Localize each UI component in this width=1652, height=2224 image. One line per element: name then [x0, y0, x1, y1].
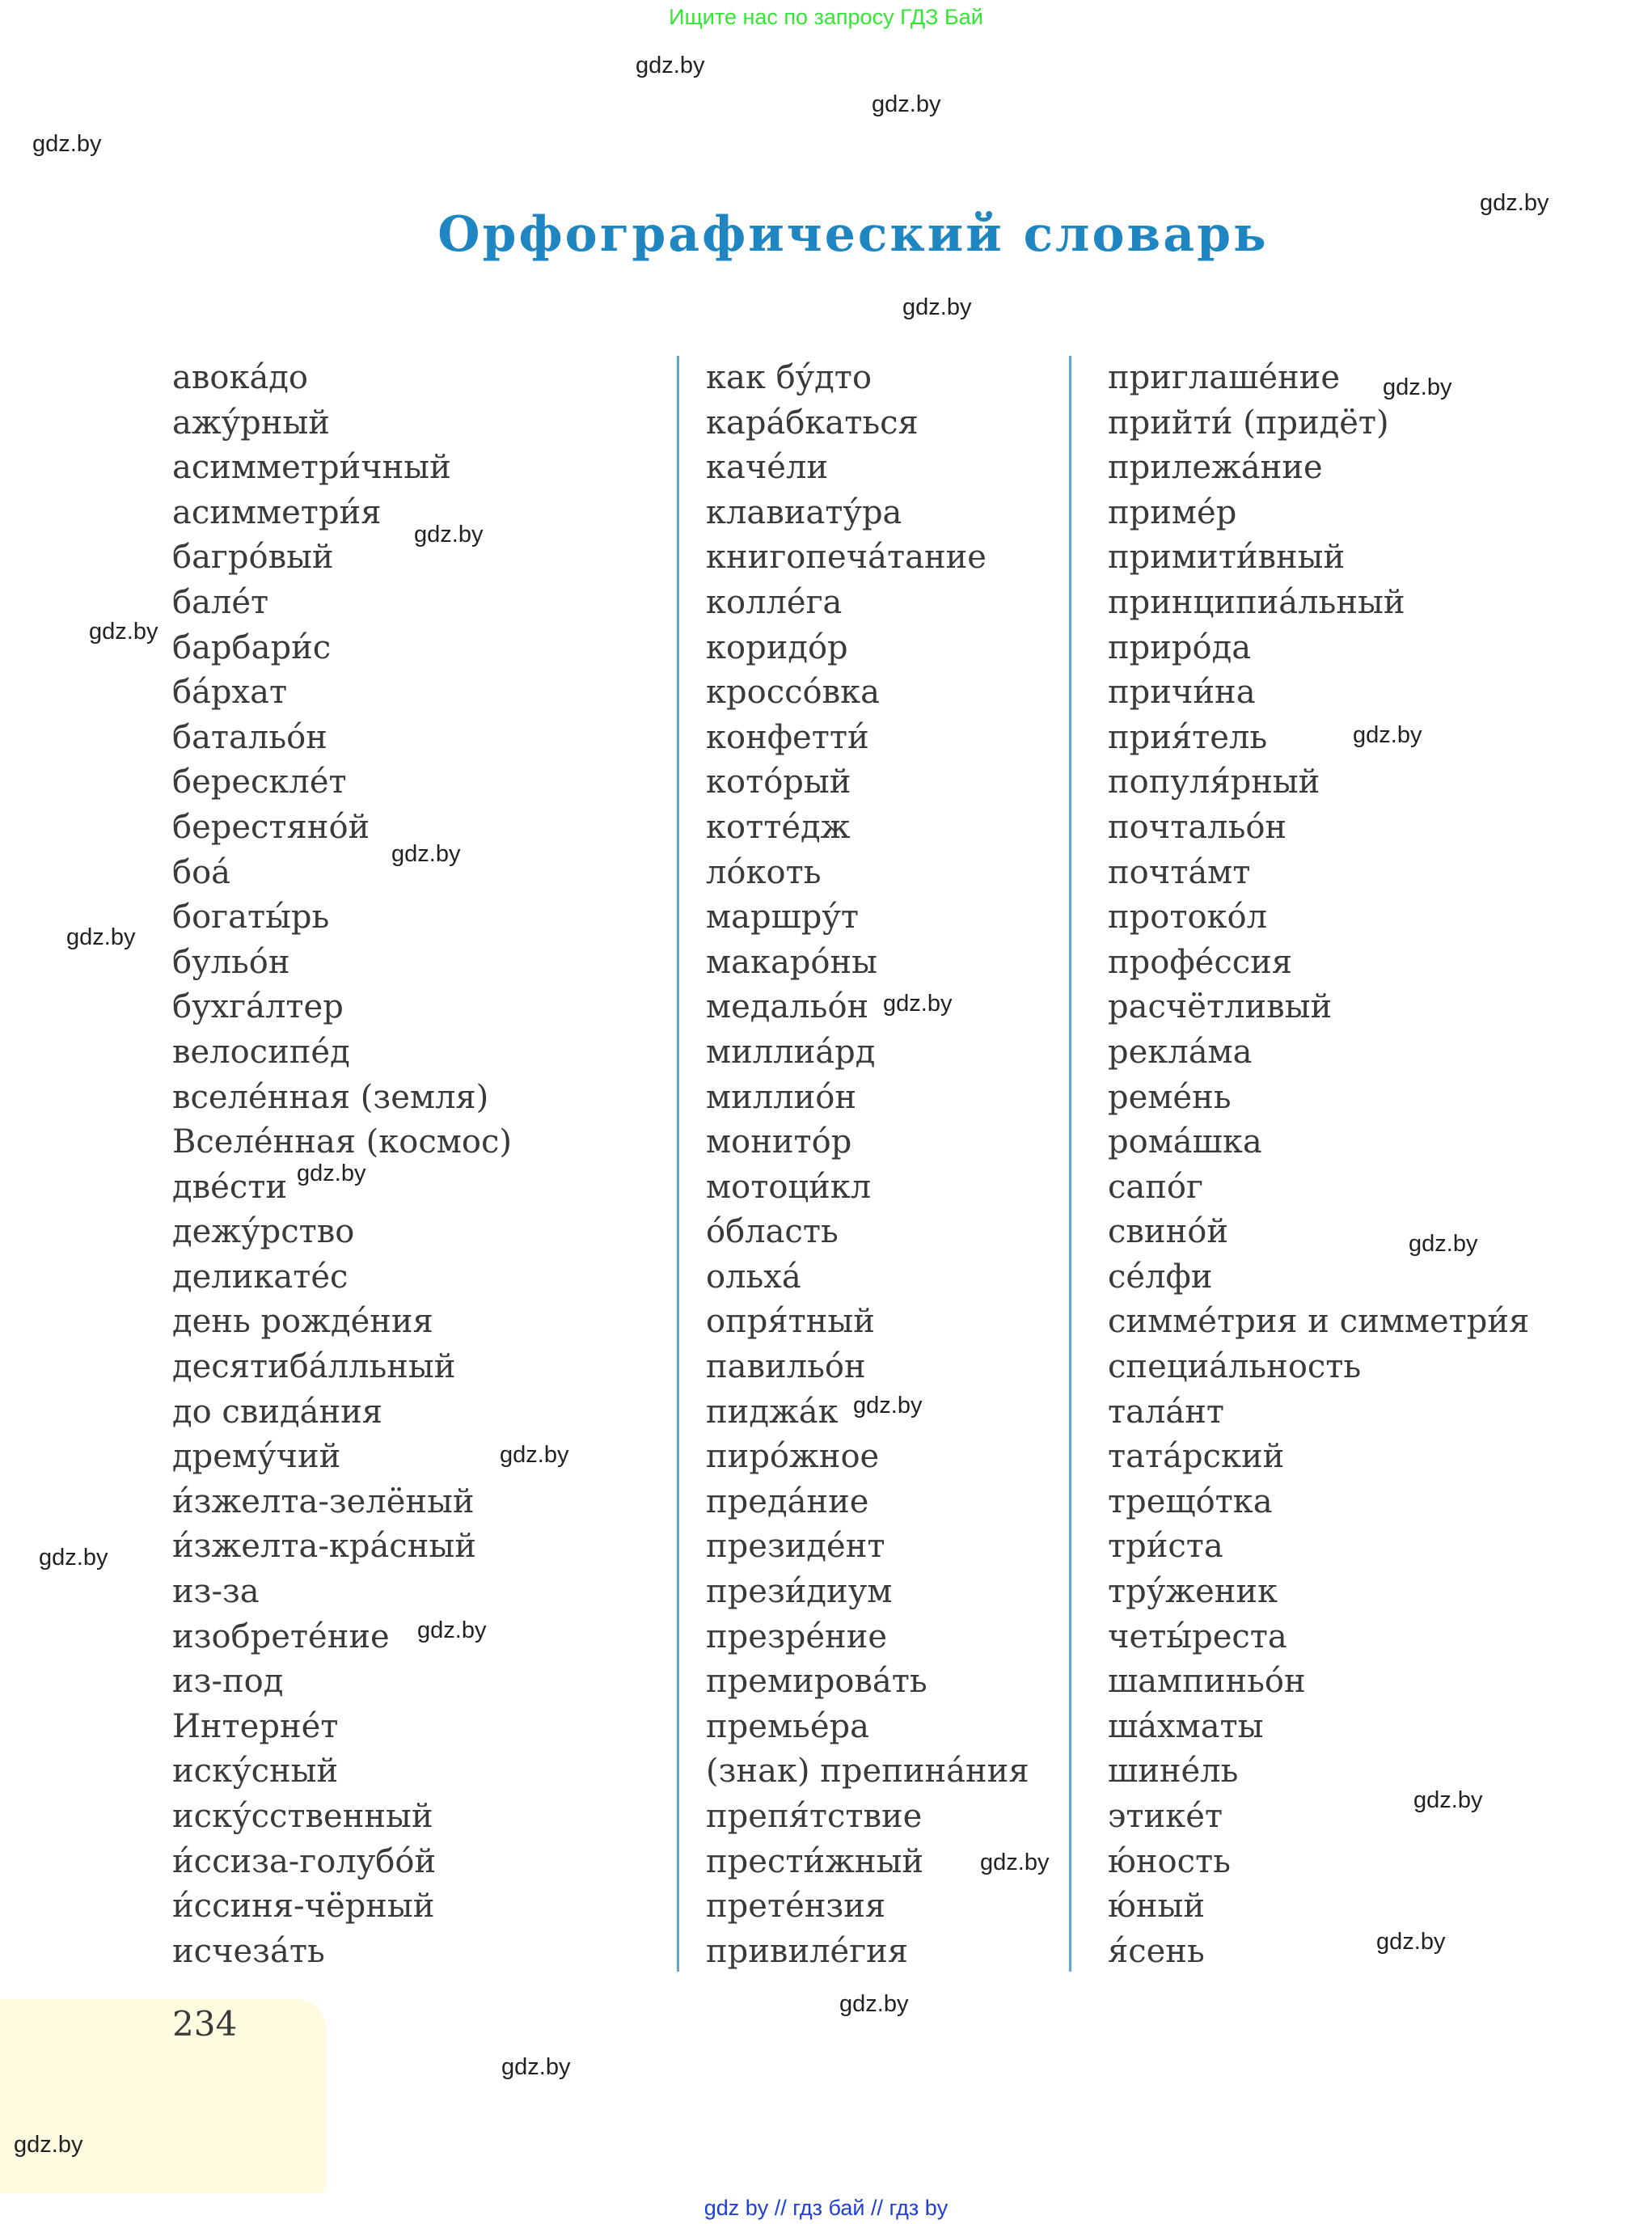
dictionary-word: и́зжелта-зелёный	[172, 1482, 475, 1520]
dictionary-word: прези́диум	[706, 1573, 893, 1611]
dictionary-word: Интерне́т	[172, 1707, 339, 1745]
dictionary-word: книгопеча́тание	[706, 539, 987, 577]
dictionary-word: асимметри́чный	[172, 449, 451, 487]
dictionary-word: миллио́н	[706, 1078, 856, 1116]
dictionary-word: ю́ный	[1108, 1888, 1205, 1926]
watermark: gdz.by	[853, 1393, 923, 1419]
dictionary-word: бульо́н	[172, 943, 290, 981]
dictionary-word: шампиньо́н	[1108, 1663, 1306, 1701]
dictionary-word: маршру́т	[706, 898, 860, 937]
dictionary-word: павильо́н	[706, 1348, 866, 1386]
dictionary-word: до свида́ния	[172, 1393, 383, 1431]
dictionary-word: клавиату́ра	[706, 493, 902, 531]
dictionary-word: президе́нт	[706, 1528, 885, 1566]
watermark: gdz.by	[1413, 1787, 1483, 1813]
dictionary-word: дрему́чий	[172, 1438, 341, 1476]
dictionary-word: принципиа́льный	[1108, 583, 1405, 621]
watermark: gdz.by	[500, 1442, 569, 1468]
dictionary-word: и́зжелта-кра́сный	[172, 1528, 476, 1566]
dictionary-word: трещо́тка	[1108, 1482, 1273, 1520]
dictionary-word: препя́тствие	[706, 1798, 923, 1835]
dictionary-word: причи́на	[1108, 674, 1256, 712]
dictionary-word: багро́вый	[172, 539, 334, 577]
dictionary-word: бале́т	[172, 583, 269, 621]
dictionary-word: кара́бкаться	[706, 404, 919, 442]
dictionary-word: котте́дж	[706, 808, 851, 846]
watermark: gdz.by	[39, 1545, 108, 1571]
dictionary-word: деликате́с	[172, 1258, 349, 1296]
dictionary-word: ба́рхат	[172, 674, 288, 712]
dictionary-word: день рожде́ния	[172, 1303, 433, 1341]
dictionary-word: мотоци́кл	[706, 1168, 872, 1206]
dictionary-word: почта́мт	[1108, 853, 1251, 891]
watermark: gdz.by	[883, 991, 953, 1017]
word-column-3	[1108, 356, 1529, 1974]
watermark: gdz.by	[980, 1850, 1050, 1875]
dictionary-word: популя́рный	[1108, 763, 1320, 801]
watermark: gdz.by	[1376, 1929, 1446, 1955]
dictionary-word: этике́т	[1108, 1798, 1223, 1835]
dictionary-word: Вселе́нная (космос)	[172, 1123, 512, 1161]
dictionary-word: изобрете́ние	[172, 1617, 390, 1655]
dictionary-word: и́ссиня-чёрный	[172, 1888, 435, 1926]
dictionary-word: коридо́р	[706, 628, 848, 666]
watermark: gdz.by	[391, 841, 461, 867]
dictionary-word: вселе́нная (земля)	[172, 1078, 489, 1116]
dictionary-word: о́бласть	[706, 1213, 839, 1251]
dictionary-word: профе́ссия	[1108, 943, 1293, 981]
dictionary-word: монито́р	[706, 1123, 852, 1161]
dictionary-word: свино́й	[1108, 1213, 1228, 1251]
dictionary-word: авока́до	[172, 359, 309, 396]
dictionary-word: иску́сный	[172, 1753, 339, 1791]
dictionary-word: кото́рый	[706, 763, 851, 801]
watermark: gdz.by	[1383, 374, 1452, 400]
dictionary-word: две́сти	[172, 1168, 288, 1206]
dictionary-word: батальо́н	[172, 718, 327, 756]
dictionary-word: ольха́	[706, 1258, 801, 1296]
column-divider	[1069, 356, 1071, 1972]
dictionary-word: богаты́рь	[172, 898, 330, 937]
dictionary-word: премье́ра	[706, 1707, 869, 1745]
dictionary-word: шине́ль	[1108, 1753, 1239, 1791]
watermark: gdz.by	[14, 2132, 83, 2158]
dictionary-word: три́ста	[1108, 1528, 1223, 1566]
dictionary-word: ло́коть	[706, 853, 822, 891]
dictionary-word: из-под	[172, 1663, 284, 1701]
dictionary-word: се́лфи	[1108, 1258, 1213, 1296]
dictionary-word: миллиа́рд	[706, 1033, 876, 1071]
dictionary-word: прия́тель	[1108, 718, 1268, 756]
watermark: gdz.by	[417, 1617, 487, 1643]
dictionary-word: приро́да	[1108, 628, 1252, 666]
dictionary-word: преда́ние	[706, 1482, 869, 1520]
dictionary-word: приглаше́ние	[1108, 359, 1340, 396]
watermark: gdz.by	[636, 53, 705, 78]
dictionary-word: симме́трия и симметри́я	[1108, 1303, 1530, 1341]
watermark: gdz.by	[902, 294, 972, 320]
dictionary-word: тру́женик	[1108, 1573, 1278, 1611]
dictionary-word: премирова́ть	[706, 1663, 927, 1701]
dictionary-word: опря́тный	[706, 1303, 875, 1341]
dictionary-word: как бу́дто	[706, 359, 872, 396]
watermark: gdz.by	[89, 619, 158, 645]
dictionary-word: десятиба́лльный	[172, 1348, 456, 1386]
watermark: gdz.by	[501, 2054, 571, 2080]
dictionary-word: специа́льность	[1108, 1348, 1362, 1386]
dictionary-word: сапо́г	[1108, 1168, 1203, 1206]
dictionary-word: четы́реста	[1108, 1617, 1287, 1655]
dictionary-word: берескле́т	[172, 763, 347, 801]
dictionary-word: почтальо́н	[1108, 808, 1287, 846]
word-column-2	[706, 356, 1029, 1974]
dictionary-word: рома́шка	[1108, 1123, 1262, 1161]
watermark: gdz.by	[414, 522, 484, 548]
watermark: gdz.by	[839, 1991, 909, 2017]
watermark: gdz.by	[1353, 722, 1422, 748]
dictionary-word: приме́р	[1108, 493, 1237, 531]
page-number-corner	[0, 1999, 326, 2193]
dictionary-word: медальо́н	[706, 988, 869, 1026]
watermark: gdz.by	[66, 924, 136, 950]
dictionary-word: прести́жный	[706, 1842, 924, 1880]
dictionary-word: из-за	[172, 1573, 260, 1611]
dictionary-word: (знак) препина́ния	[706, 1753, 1029, 1791]
page-number: 234	[172, 2004, 238, 2044]
dictionary-word: я́сень	[1108, 1932, 1205, 1970]
dictionary-word: и́ссиза-голубо́й	[172, 1842, 437, 1880]
dictionary-word: прете́нзия	[706, 1888, 886, 1926]
dictionary-word: ша́хматы	[1108, 1707, 1264, 1745]
dictionary-word: протоко́л	[1108, 898, 1268, 937]
dictionary-word: асимметри́я	[172, 493, 382, 531]
dictionary-word: бухга́лтер	[172, 988, 344, 1026]
dictionary-word: исчеза́ть	[172, 1932, 325, 1970]
dictionary-word: ажу́рный	[172, 404, 330, 442]
dictionary-word: боа́	[172, 853, 231, 891]
dictionary-word: макаро́ны	[706, 943, 877, 981]
dictionary-word: примити́вный	[1108, 539, 1346, 577]
watermark: gdz.by	[1409, 1231, 1478, 1257]
dictionary-word: берестяно́й	[172, 808, 370, 846]
dictionary-word: дежу́рство	[172, 1213, 355, 1251]
dictionary-word: тала́нт	[1108, 1393, 1225, 1431]
watermark: gdz.by	[297, 1161, 366, 1186]
watermark: gdz.by	[32, 131, 102, 157]
dictionary-word: прийти́ (придёт)	[1108, 404, 1389, 442]
dictionary-word: реме́нь	[1108, 1078, 1232, 1116]
dictionary-word: расчётливый	[1108, 988, 1333, 1026]
column-divider	[677, 356, 679, 1972]
dictionary-word: пиро́жное	[706, 1438, 880, 1476]
footer-links: gdz by // гдз бай // гдз by	[703, 2196, 949, 2220]
dictionary-word: колле́га	[706, 583, 843, 621]
dictionary-word: прилежа́ние	[1108, 449, 1323, 487]
dictionary-word: презре́ние	[706, 1617, 888, 1655]
dictionary-word: кроссо́вка	[706, 674, 880, 712]
dictionary-word: пиджа́к	[706, 1393, 839, 1431]
dictionary-word: привиле́гия	[706, 1932, 909, 1970]
dictionary-word: велосипе́д	[172, 1033, 350, 1071]
dictionary-word: ю́ность	[1108, 1842, 1231, 1880]
dictionary-word: каче́ли	[706, 449, 829, 487]
search-hint-banner: Ищите нас по запросу ГДЗ Бай	[669, 5, 983, 29]
dictionary-word: конфетти́	[706, 718, 869, 756]
dictionary-word: барбари́с	[172, 628, 332, 666]
dictionary-word: рекла́ма	[1108, 1033, 1253, 1071]
dictionary-word: тата́рский	[1108, 1438, 1285, 1476]
page-title: Орфографический словарь	[437, 206, 1269, 263]
watermark: gdz.by	[1480, 190, 1549, 216]
dictionary-word: иску́сственный	[172, 1798, 433, 1835]
watermark: gdz.by	[872, 91, 941, 117]
